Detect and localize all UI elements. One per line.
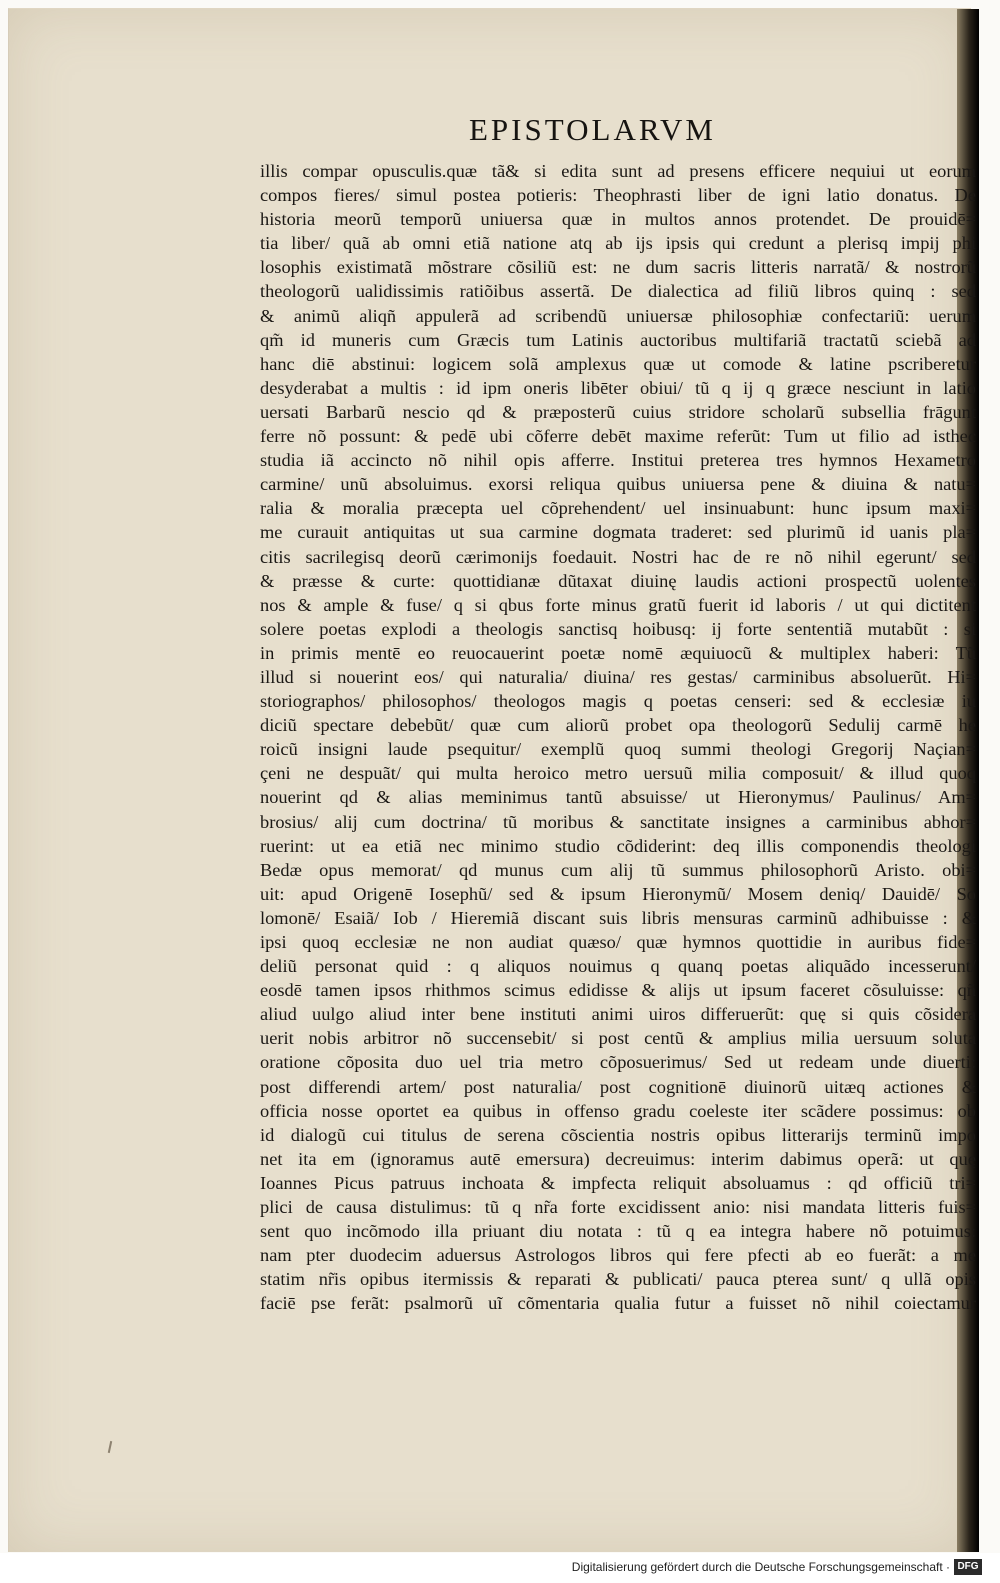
text-line: in primis mentē eo reuocauerint poetæ nomē æquiuocũ & multiplex haberi: Tũ [260, 642, 976, 663]
text-line: oratione cõposita duo uel tria metro cõposuerimus/ Sed ut redeam unde diuerti: [260, 1052, 976, 1073]
text-line: nos & ample & fuse/ q si qbus forte minus gratũ fuerit id laboris / ut qui dictitent [260, 594, 976, 615]
text-line: nam pter duodecim aduersus Astrologos libros qui fere pfecti ab eo fuerãt: a me [260, 1245, 976, 1266]
text-line: studia iã accincto nõ nihil opis afferre. Institui preterea tres hymnos Hexametro [260, 450, 976, 471]
text-line: historia meorũ temporũ uniuersa quæ in multos annos protendet. De prouidē= [260, 209, 976, 230]
text-line: & animũ aliqñ appulerã ad scribendũ uniuersæ philosophiæ confectariũ: uerum [260, 305, 976, 326]
text-line: brosius/ alij cum doctrina/ tũ moribus & sanctitate insignes a carminibus abhor= [260, 811, 976, 832]
text-line: carmine/ unũ absoluimus. exorsi reliqua quibus uniuersa pene & diuina & natu= [260, 474, 976, 495]
text-line: post differendi artem/ post naturalia/ post cognitionē diuinorũ uitæq actiones & [260, 1076, 976, 1097]
text-line: compos fieres/ simul postea potieris: Theophrasti liber de igni latio donatus. De [260, 185, 976, 206]
text-line: illis compar opusculis.quæ tã& si edita sunt ad presens efficere nequiui ut eorum [260, 161, 976, 181]
text-line: id dialogũ cui titulus de serena cõscientia nostris opibus litterarijs terminũ impo [260, 1124, 976, 1145]
text-line: ruerint: ut ea etiã nec minimo studio cõdiderint: deq illis componendis theologi [260, 835, 976, 856]
scanned-page [8, 8, 976, 1552]
dfg-logo: DFG [954, 1559, 982, 1575]
text-line: citis sacrilegisq deorũ cærimonijs foedauit. Nostri hac de re nõ nihil egerunt/ sed [260, 546, 976, 567]
text-line: me curauit antiquitas ut sua carmine dogmata traderet: sed plurimũ id uanis pla= [260, 522, 976, 543]
text-line: sent quo incõmodo illa priuant diu notata : tũ q ea integra habere nõ potuimus: [260, 1221, 976, 1242]
text-line: ipsi quoq ecclesiæ ne non audiat quæso/ quæ hymnos quottidie in auribus fide= [260, 932, 976, 952]
text-line: desyderabat a multis : id ipm oneris libēter obiui/ tũ q ij q græce nesciunt in latio [260, 377, 976, 398]
text-line: solere poetas explodi a theologis sanctisq hoibusq: ij forte sententiã mutabũt : si [260, 618, 976, 639]
text-line: Bedæ opus memorat/ qd munus cum alij tũ summus philosophorũ Aristo. obi= [260, 859, 976, 880]
running-head: EPISTOLARVM [469, 112, 716, 147]
text-line: losophis existimatã mõstrare cõsiliũ est: ne dum sacris litteris narratã/ & nostrorũ [260, 257, 976, 278]
margin-mark [108, 1441, 112, 1453]
body-text [260, 159, 976, 1316]
text-line: uersati Barbarũ nescio qd & præposterũ cuius stridore scholarũ subsellia frāgunt [260, 401, 976, 422]
text-line: ferre nõ possunt: & pedē ubi cõferre debēt maxime referũt: Tum ut filio ad isthec [260, 426, 976, 447]
text-line: theologorũ ualidissimis ratiõibus assertã. De dialectica ad filiũ libros quinq : sed [260, 281, 976, 302]
text-line: ralia & moralia præcepta uel cõprehendent/ uel insinuabunt: hunc ipsum maxi= [260, 498, 976, 519]
text-line: deliũ personat quid : q aliquos nouimus q quanq poetas aliquãdo incesserunt/ [260, 956, 976, 977]
text-line: plici de causa distulimus: tũ q nr̃a forte excidissent anio: nisi mandata litteris fuis= [260, 1197, 976, 1218]
text-line: qm̃ id muneris cum Græcis tum Latinis auctoribus multifariã tractatũ sciebã ad [260, 329, 976, 350]
text-line: uit: apud Origenē Iosephũ/ sed & ipsum Hieronymũ/ Mosem deniq/ Dauidē/ So [260, 883, 976, 904]
text-line: storiographos/ philosophos/ theologos magis q poetas censeri: sed & ecclesiæ iu [260, 691, 976, 712]
text-line: tia liber/ quã ab omni etiã natione atq ab ijs ipsis qui credunt a plerisq impij phi [260, 233, 976, 254]
text-line: uerit nobis arbitror nõ succensebit/ si post centũ & amplius milia uersuum soluta [260, 1028, 976, 1049]
text-line: çeni ne despuãt/ qui multa heroico metro uersuũ milia composuit/ & illud quoq [260, 763, 976, 784]
text-line: faciē pse ferãt: psalmorũ uĩ cõmentaria qualia futur a fuisset nõ nihil coiectamur [260, 1293, 976, 1314]
text-line: net ita em (ignoramus autē emersura) decreuimus: interim dabimus operã: ut quę [260, 1148, 976, 1169]
text-line: officia nosse oportet ea quibus in offenso gradu coeleste iter scãdere possimus: ob [260, 1100, 976, 1121]
text-line: & præsse & curte: quottidianæ dũtaxat diuinę laudis actioni prospectũ uolentes [260, 570, 976, 591]
text-line: aliud uulgo aliud inter bene instituti animi uiros differuerũt: quę si quis cõsidera [260, 1004, 976, 1025]
text-line: nouerint qd & alias meminimus tantũ absuisse/ ut Hieronymus/ Paulinus/ Am= [260, 787, 976, 808]
text-line: Ioannes Picus patruus inchoata & impfecta reliquit absoluamus : qd officiũ tri= [260, 1172, 976, 1193]
text-line: lomonē/ Esaiã/ Iob / Hieremiã discant suis libris mensuras carminũ adhibuisse : & [260, 907, 976, 928]
text-line: eosdē tamen ipsos rhithmos scimus edidisse & alijs ut ipsum faceret cõsuluisse: qñ [260, 980, 976, 1001]
footer-bar [0, 1553, 1000, 1583]
text-line: statim nr̃is opibus itermissis & reparati & publicati/ pauca pterea sunt/ q ullã opis [260, 1269, 976, 1290]
footer-credit: Digitalisierung gefördert durch die Deutsche Forschungsgemeinschaft · [571, 1560, 950, 1574]
text-line: roicũ insigni laude psequitur/ exemplũ quoq summi theologi Gregorij Naçian= [260, 739, 976, 760]
text-line: illud si nouerint eos/ qui naturalia/ diuina/ res gestas/ carminibus absoluerũt. Hi= [260, 666, 976, 687]
text-line: hanc diē abstinui: logicem solã amplexus quæ ut comode & latine pscriberetur [260, 353, 976, 374]
text-line: diciũ spectare debebũt/ quæ cum aliorũ probet opa theologorũ Sedulij carmē he [260, 715, 976, 736]
